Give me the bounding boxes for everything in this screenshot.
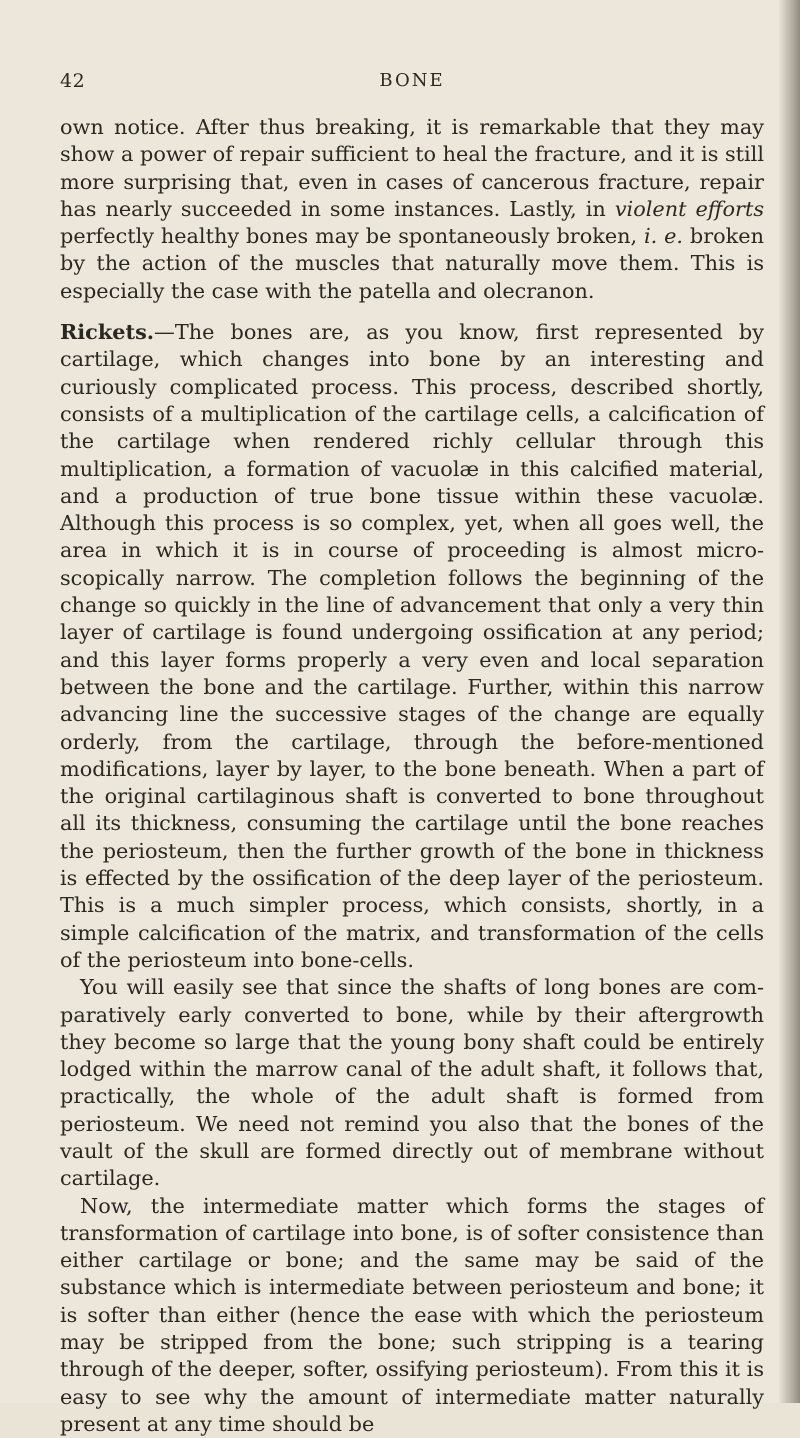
emphasis-text: violent efforts bbox=[614, 196, 764, 221]
page-number: 42 bbox=[60, 70, 86, 92]
paragraph-rickets bbox=[60, 318, 764, 974]
running-head-title: BONE bbox=[379, 70, 445, 91]
paragraph-text: broken by the action of the muscles that naturally move them. This is especially the case with the patella and olecranon. bbox=[60, 224, 764, 303]
paragraph-text: —The bones are, as you know, first represented by cartilage, which changes into bone by an interesting and curiously complicated process. This process, described shortly, consists of a multiplication of the cartilage cells, a calcification of the cartilage when rendered richly cellular through this multiplication, a formation of vacuolæ in this calcified material, and a production of true bone tissue within these vacuolæ. Although this process is so complex, yet, when all goes well, the area in which it is in course of proceeding is almost microscopically narrow. The completion follows the beginning of the change so quickly in the line of advancement that only a very thin layer of cartilage is found undergoing ossification at any period; and this layer forms properly a very even and local separation between the bone and the cartilage. Further, within this narrow advancing line the successive stages of the change are equally orderly, from the cartilage, through the before-mentioned modifications, layer by layer, to the bone beneath. When a part of the original cartilaginous shaft is converted to bone throughout all its thickness, consuming the cartilage until the bone reaches the periosteum, then the further growth of the bone in thickness is effected by the ossification of the deep layer of the periosteum. This is a much simpler process, which consists, shortly, in a simple calcification of the matrix, and transformation of the cells of the periosteum into bone-cells. bbox=[60, 320, 764, 972]
paragraph-text: own notice. After thus breaking, it is remarkable that they may show a power of repair sufficient to heal the fracture, and it is still more surprising that, even in cases of cancerous fracture, repair has nearly succeeded in some instances. Lastly, in bbox=[60, 115, 764, 221]
paragraph-text: perfectly healthy bones may be spontaneously broken, bbox=[60, 224, 644, 249]
body-text bbox=[60, 114, 764, 1438]
page-edge-shadow bbox=[778, 0, 800, 1403]
emphasis-text: i. e. bbox=[644, 224, 684, 249]
paragraph-intermediate-matter: Now, the intermediate matter which forms the stages of transformation of cartilage into bone, is of softer consistence than either cartilage or bone; and the same may be said of the substance which is intermediate between periosteum and bone; it is softer than either (hence the ease with which the periosteum may be stripped from the bone; such stripping is a tearing through of the deeper, softer, ossifying periosteum). From this it is easy to see why the amount of intermediate matter naturally present at any time should be bbox=[60, 1193, 764, 1436]
paragraph-shafts: You will easily see that since the shafts of long bones are comparatively early converted to bone, while by their aftergrowth they become so large that the young bony shaft could be entirely lodged within the marrow canal of the adult shaft, it follows that, practically, the whole of the adult shaft is formed from periosteum. We need not remind you also that the bones of the vault of the skull are formed directly out of membrane without cartilage. bbox=[60, 975, 764, 1191]
paragraph-fracture-repair bbox=[60, 114, 764, 305]
running-head bbox=[60, 70, 764, 100]
section-heading-rickets: Rickets. bbox=[60, 319, 155, 345]
